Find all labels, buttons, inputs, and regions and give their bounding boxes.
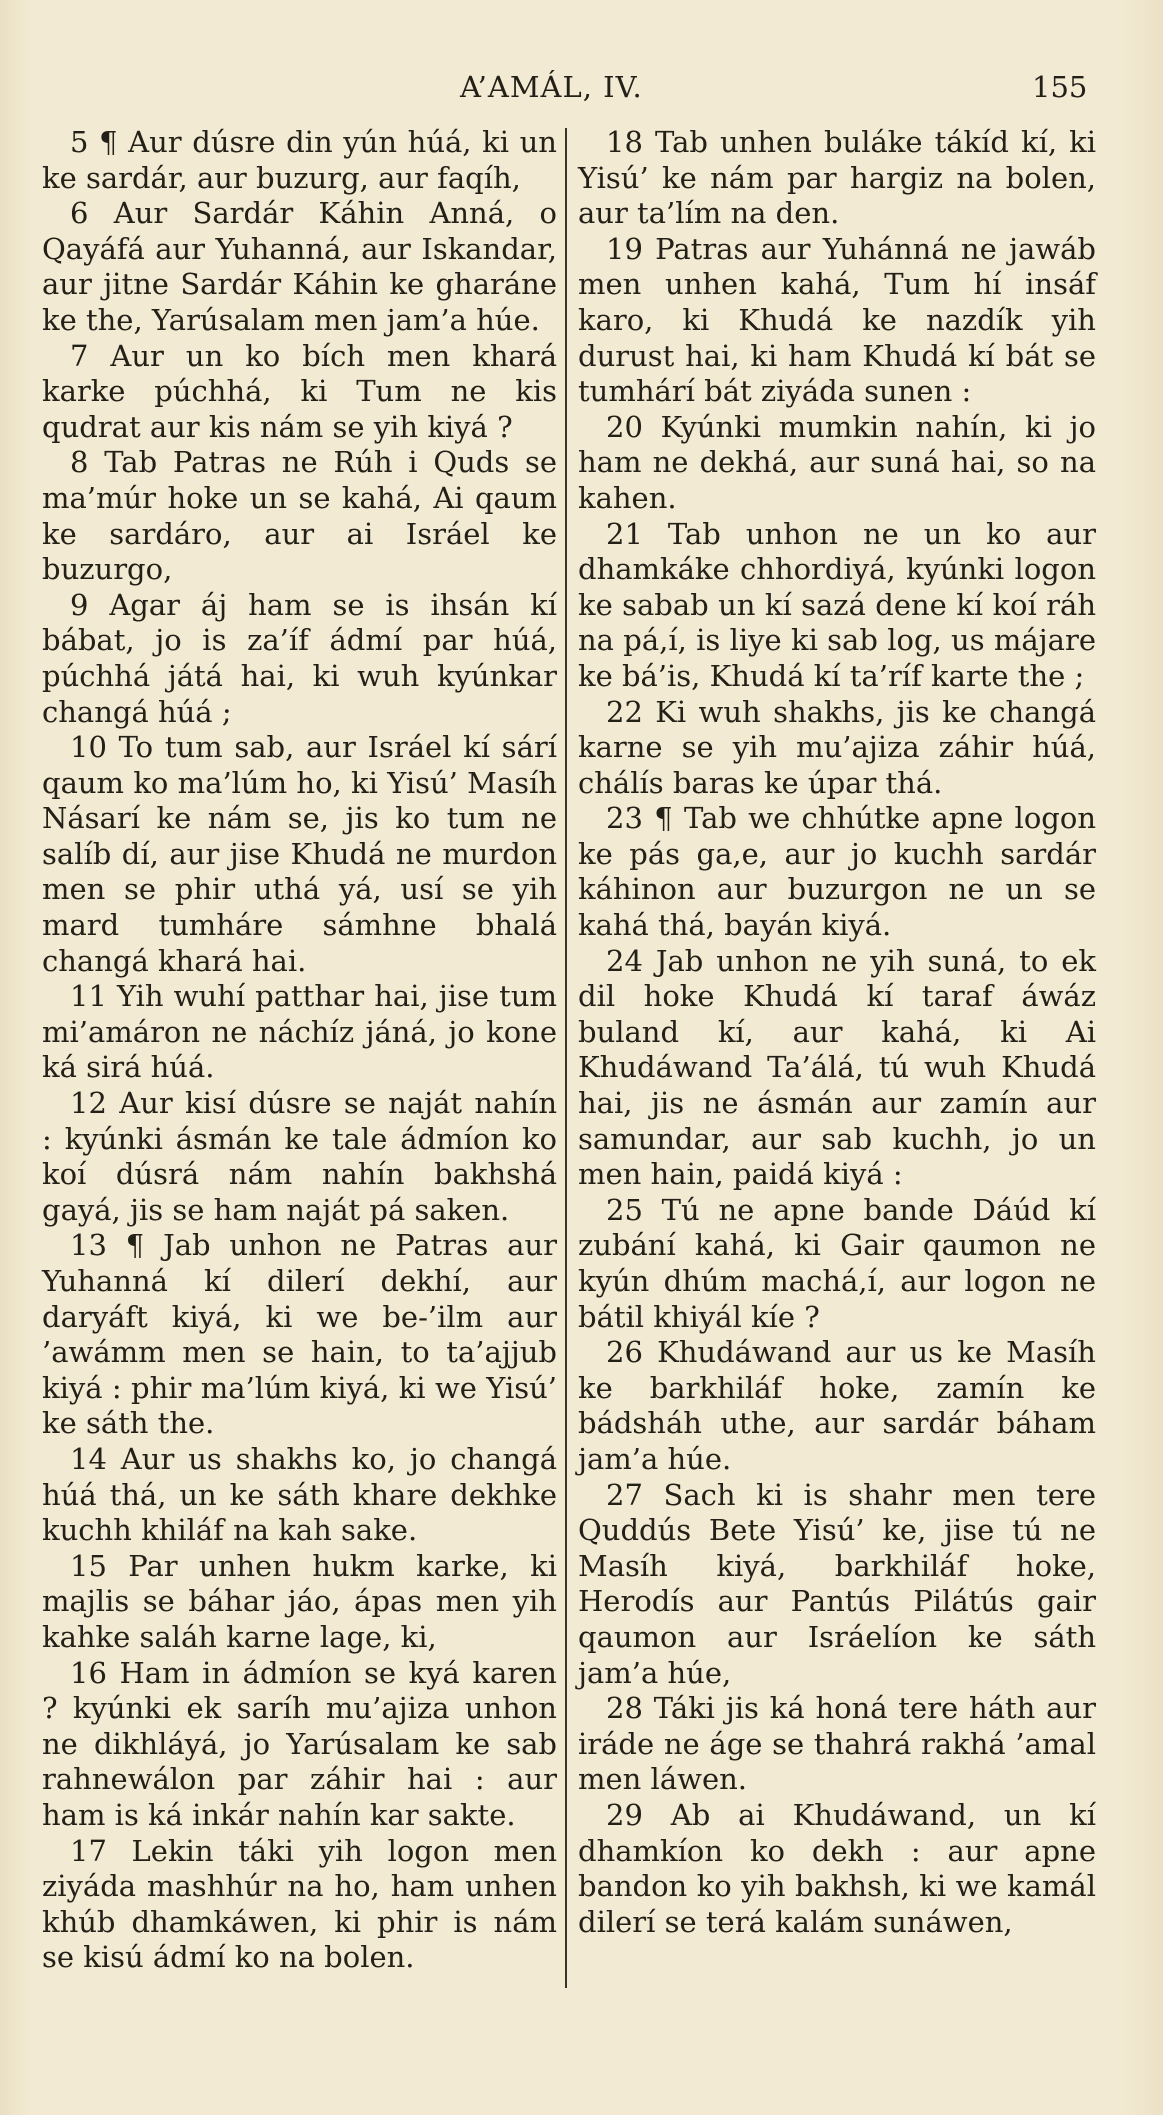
verse-13: 13 ¶ Jab unhon ne Patras aur Yuhanná kí dilerí dekhí, aur daryáft kiyá, ki we be-’ilm aur ’awámm men se hain, to ta’ajjub kiyá : phir ma’lúm kiyá, ki we Yisú’ ke sáth the.: [42, 1228, 557, 1441]
verse-16: 16 Ham in ádmíon se kyá karen ? kyúnki ek saríh mu’ajiza unhon ne dikhláyá, jo Yarúsalam ke sab rahnewálon par záhir hai : aur ham is ká inkár nahín kar sakte.: [42, 1655, 557, 1832]
verse-27: 27 Sach ki is shahr men tere Quddús Bete Yisú’ ke, jise tú ne Masíh kiyá, barkhiláf hoke, Herodís aur Pantús Pilátús gair qaumon aur Isráelíon ke sáth jam’a húe,: [578, 1477, 1096, 1690]
verse-22: 22 Ki wuh shakhs, jis ke changá karne se yih mu’ajiza záhir húá, chálís baras ke úpar thá.: [578, 694, 1096, 800]
running-title: A’AMÁL, IV.: [460, 70, 643, 104]
verse-19: 19 Patras aur Yuhánná ne jawáb men unhen kahá, Tum hí insáf karo, ki Khudá ke nazdík yih durust hai, ki ham Khudá kí bát se tumhárí bát ziyáda sunen :: [578, 231, 1096, 409]
verse-14: 14 Aur us shakhs ko, jo changá húá thá, un ke sáth khare dekhke kuchh khiláf na kah sake.: [42, 1441, 557, 1548]
verse-9: 9 Agar áj ham se is ihsán kí bábat, jo is za’íf ádmí par húá, púchhá játá hai, ki wuh kyúnkar changá húá ;: [42, 587, 557, 729]
column-divider: [565, 128, 567, 1988]
verse-23: 23 ¶ Tab we chhútke apne logon ke pás ga,e, aur jo kuchh sardár káhinon aur buzurgon ne un se kahá thá, bayán kiyá.: [578, 801, 1096, 943]
verse-5: 5 ¶ Aur dúsre din yún húá, ki un ke sardár, aur buzurg, aur faqíh,: [42, 125, 557, 195]
verse-29: 29 Ab ai Khudáwand, un kí dhamkíon ko dekh : aur apne bandon ko yih bakhsh, ki we kamál dilerí se terá kalám sunáwen,: [578, 1797, 1096, 1939]
verse-10: 10 To tum sab, aur Isráel kí sárí qaum ko ma’lúm ho, ki Yisú’ Masíh Násarí ke nám se, jis ko tum ne salíb dí, aur jise Khudá ne murdon men se phir uthá yá, usí se yih mard tumháre sámhne bhalá changá khará hai.: [42, 730, 557, 978]
verse-20: 20 Kyúnki mumkin nahín, ki jo ham ne dekhá, aur suná hai, so na kahen.: [578, 409, 1096, 515]
page-number: 155: [1032, 70, 1088, 104]
verse-24: 24 Jab unhon ne yih suná, to ek dil hoke Khudá kí taraf áwáz buland kí, aur kahá, ki Ai Khudáwand Ta’álá, tú wuh Khudá hai, jis ne ásmán aur zamín aur samundar, aur sab kuchh, jo un men hain, paidá kiyá :: [578, 943, 1096, 1192]
verse-7: 7 Aur un ko bích men khará karke púchhá, ki Tum ne kis qudrat aur kis nám se yih kiyá ?: [42, 338, 557, 444]
verse-25: 25 Tú ne apne bande Dáúd kí zubání kahá, ki Gair qaumon ne kyún dhúm machá,í, aur logon ne bátil khiyál kíe ?: [578, 1192, 1096, 1334]
right-column: [578, 125, 1096, 1940]
verse-26: 26 Khudáwand aur us ke Masíh ke barkhiláf hoke, zamín ke bádsháh uthe, aur sardár báham jam’a húe.: [578, 1335, 1096, 1476]
verse-12: 12 Aur kisí dúsre se naját nahín : kyúnki ásmán ke tale ádmíon ko koí dúsrá nám nahín bakhshá gayá, jis se ham naját pá saken.: [42, 1086, 557, 1227]
verse-21: 21 Tab unhon ne un ko aur dhamkáke chhordiyá, kyúnki logon ke sabab un kí sazá dene kí koí ráh na pá,í, is liye ki sab log, us májare ke bá’is, Khudá kí ta’ríf karte the ;: [578, 516, 1096, 693]
verse-15: 15 Par unhen hukm karke, ki majlis se báhar jáo, ápas men yih kahke saláh karne lage, ki,: [42, 1548, 557, 1654]
verse-8: 8 Tab Patras ne Rúh i Quds se ma’múr hoke un se kahá, Ai qaum ke sardáro, aur ai Isráel ke buzurgo,: [42, 445, 557, 587]
left-column: [42, 125, 557, 1976]
verse-17: 17 Lekin táki yih logon men ziyáda mashhúr na ho, ham unhen khúb dhamkáwen, ki phir is nám se kisú ádmí ko na bolen.: [42, 1833, 557, 1975]
page-header: [0, 70, 1163, 120]
verse-28: 28 Táki jis ká honá tere háth aur iráde ne áge se thahrá rakhá ’amal men láwen.: [578, 1691, 1096, 1797]
verse-18: 18 Tab unhen buláke tákíd kí, ki Yisú’ ke nám par hargiz na bolen, aur ta’lím na den.: [578, 125, 1096, 231]
verse-11: 11 Yih wuhí patthar hai, jise tum mi’amáron ne náchíz jáná, jo kone ká sirá húá.: [42, 979, 557, 1085]
verse-6: 6 Aur Sardár Káhin Anná, o Qayáfá aur Yuhanná, aur Iskandar, aur jitne Sardár Káhin ke gharáne ke the, Yarúsalam men jam’a húe.: [42, 196, 557, 337]
